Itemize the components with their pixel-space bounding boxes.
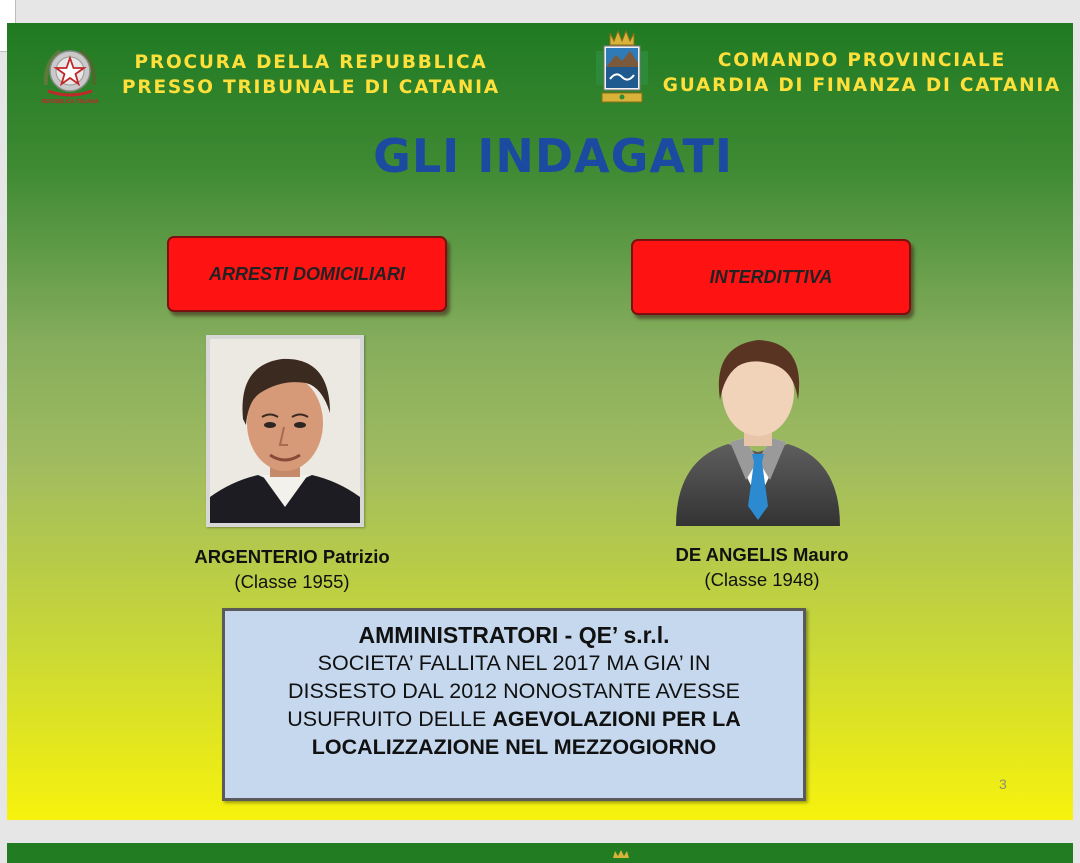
guardia-di-finanza-crest-icon [592,29,652,109]
infobox-line-1: SOCIETA’ FALLITA NEL 2017 MA GIA’ IN [317,651,711,675]
measure-label-interdiction: INTERDITTIVA [631,239,911,315]
infobox-line-3-bold: AGEVOLAZIONI PER LA [492,707,741,731]
infobox-title: AMMINISTRATORI - QE’ s.r.l. [358,622,670,648]
gdf-header [657,48,1067,98]
procura-header-line-1: PROCURA DELLA REPUBBLICA [134,52,488,73]
slide-title: GLI INDAGATI [373,129,733,183]
gdf-header-line-1: COMANDO PROVINCIALE [717,50,1007,71]
company-info-box [222,608,806,801]
presentation-slide [7,23,1073,820]
gdf-header-line-2: GUARDIA DI FINANZA DI CATANIA [662,75,1062,96]
measure-label-house-arrest: ARRESTI DOMICILIARI [167,236,447,312]
infobox-line-4-bold: LOCALIZZAZIONE NEL MEZZOGIORNO [311,735,717,759]
infobox-line-3-plain: USUFRUITO DELLE [287,707,493,731]
next-slide-preview [7,843,1073,863]
infobox-line-2: DISSESTO DAL 2012 NONOSTANTE AVESSE [287,679,741,703]
procura-header [111,50,511,100]
suspect-name-left: ARGENTERIO Patrizio [194,546,390,567]
infobox-line-3 [225,705,803,733]
suspect-photo [206,335,364,527]
slide-page-number: 3 [999,776,1007,792]
suspect-name-right: DE ANGELIS Mauro [675,544,849,565]
suspect-birth-right: (Classe 1948) [704,569,820,590]
infobox-line-4 [225,733,803,761]
emblem-seal-text: REPUBBLICA ITALIANA [41,99,99,105]
anonymous-person-icon [672,330,844,530]
procura-header-line-2: PRESSO TRIBUNALE DI CATANIA [122,77,500,98]
suspect-birth-left: (Classe 1955) [234,571,350,592]
next-slide-crest-icon [607,848,635,860]
italian-republic-emblem-icon [40,41,100,107]
